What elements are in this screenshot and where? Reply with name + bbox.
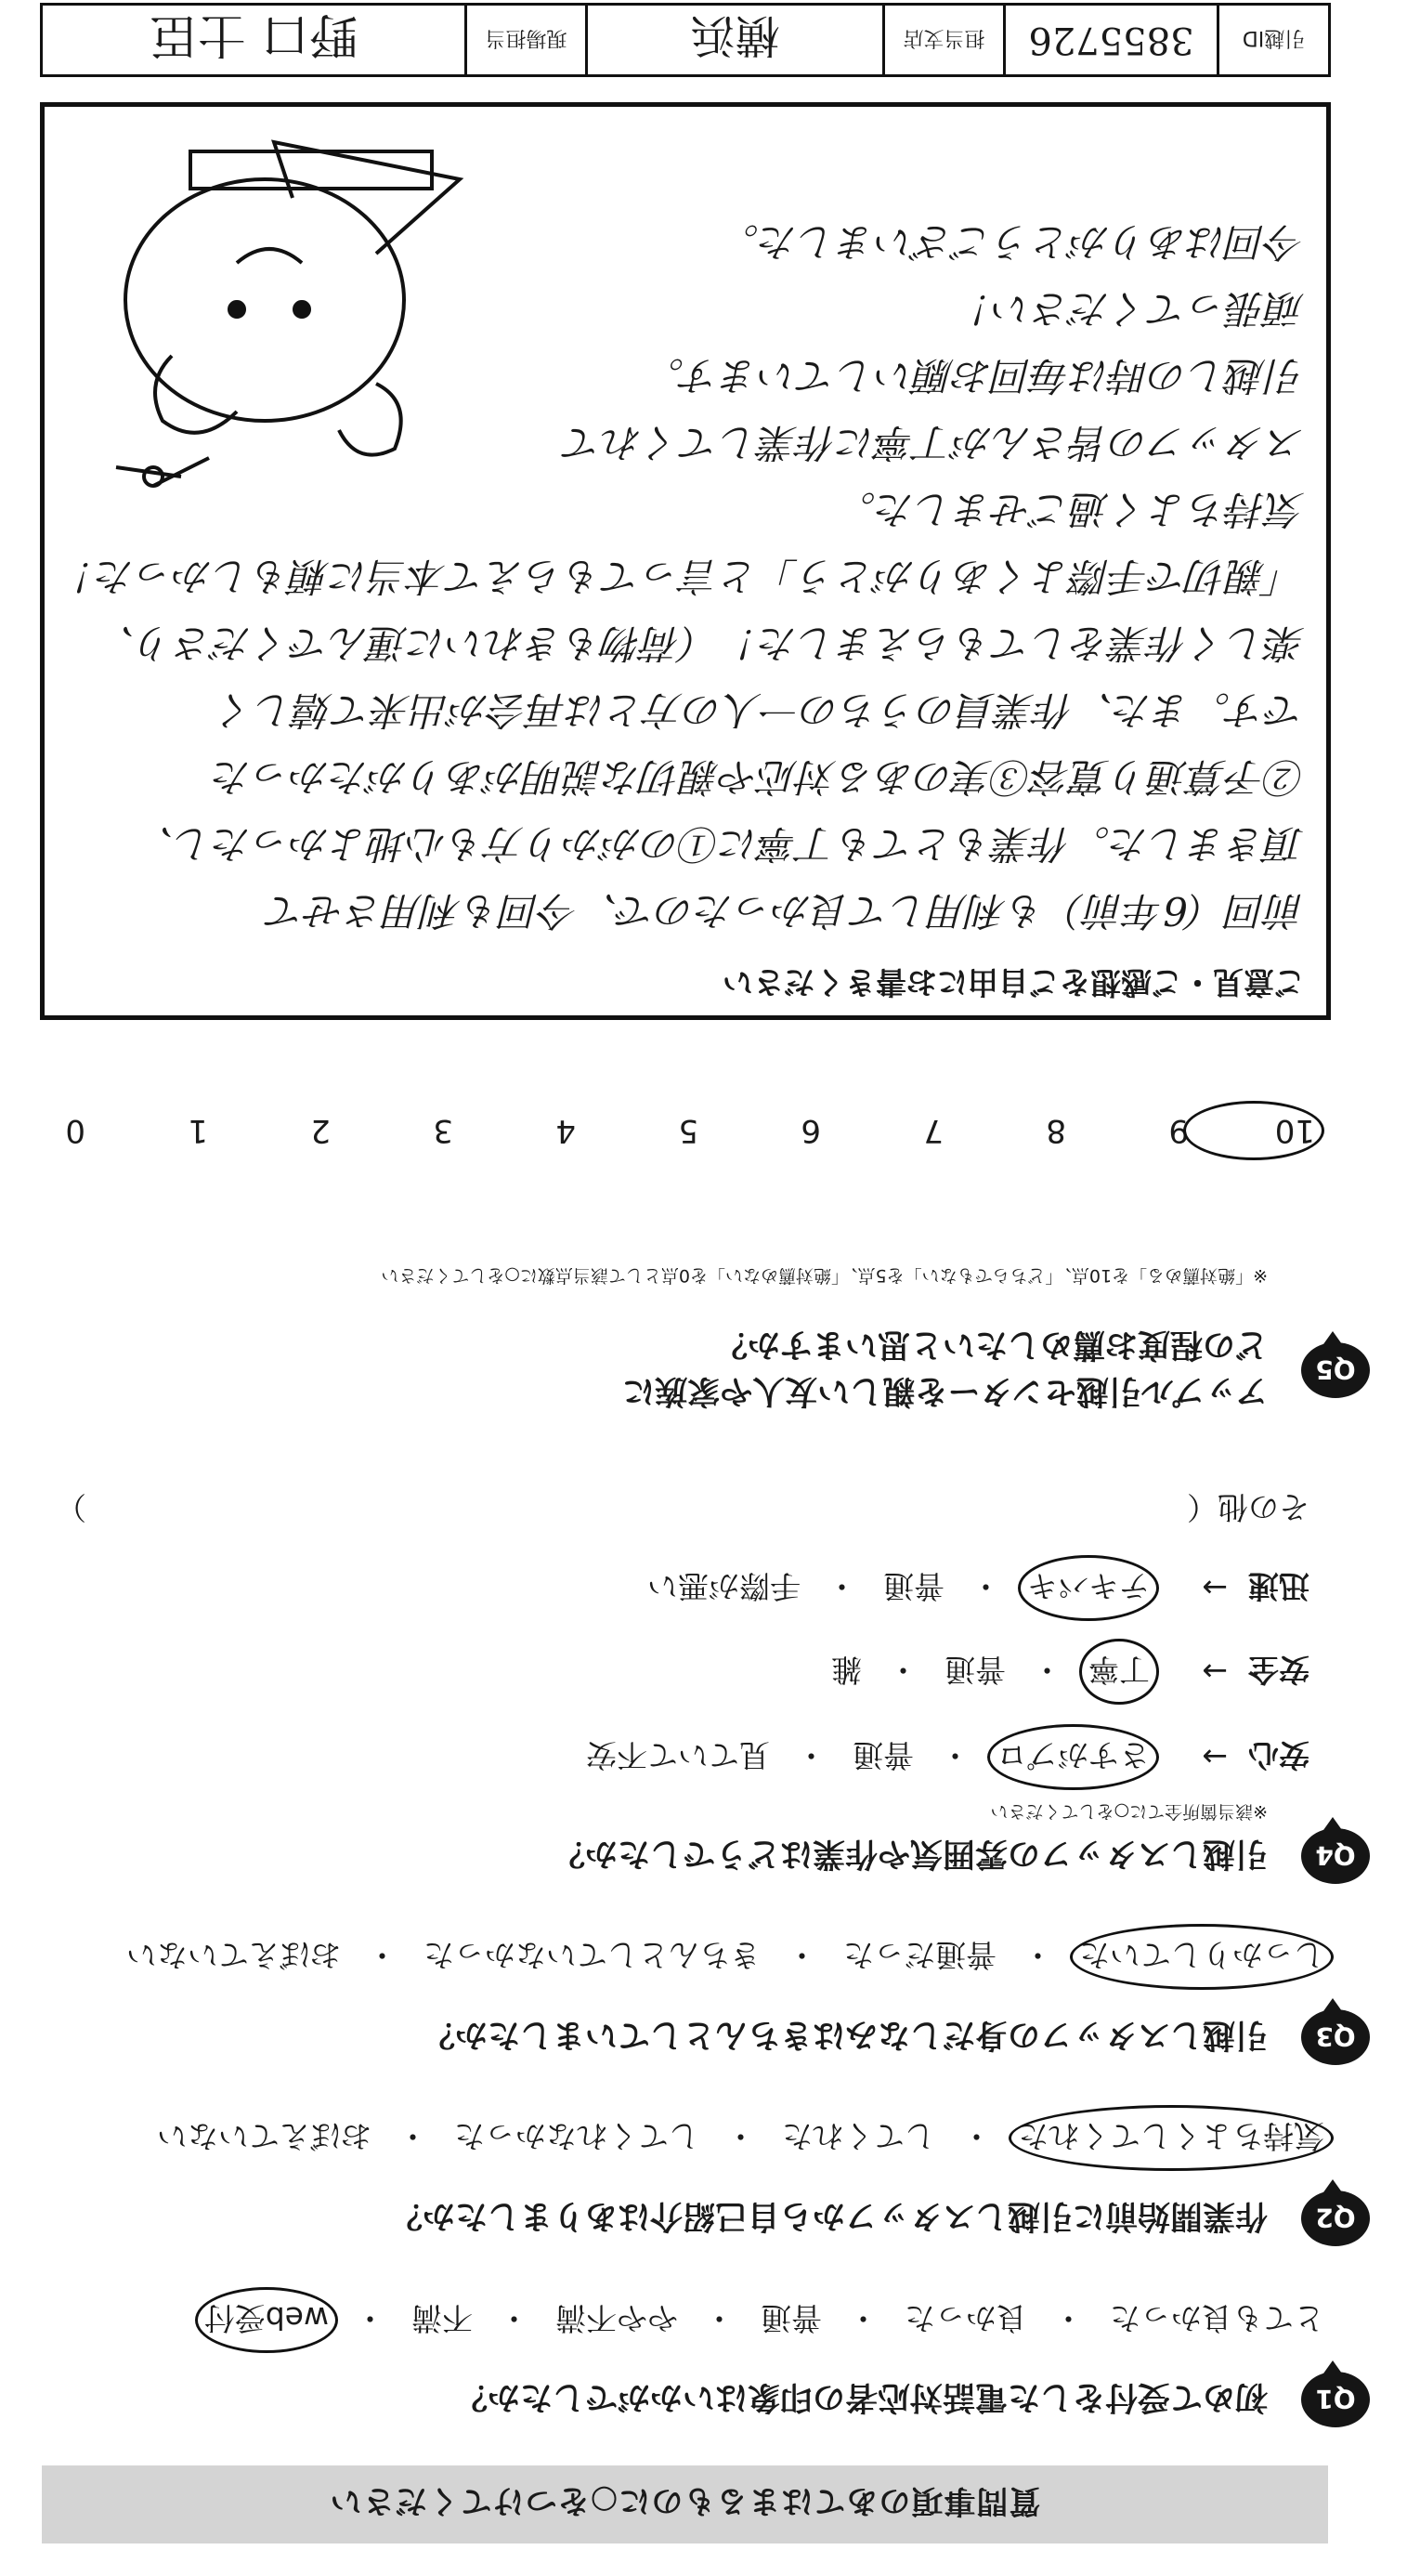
q1-options: とても良かった ・ 良かった ・ 普通 ・ やや不満 ・ 不満 ・ web受付 bbox=[201, 2298, 1328, 2342]
comment-line: 引越しの時は毎回お願いしています。 bbox=[645, 353, 1305, 399]
comment-line: 楽しく作業をしてもらえました！（荷物もきれいに運んでくださり、 bbox=[95, 621, 1305, 666]
q4-row-jinsoku: 迅速 → テキパキ ・ 普通 ・ 手際が悪い bbox=[644, 1566, 1309, 1610]
q1-option-3[interactable]: 普通 bbox=[761, 2300, 822, 2336]
q4-jinsoku-option-2[interactable]: 普通 bbox=[883, 1568, 945, 1604]
q1-question bbox=[454, 2376, 1356, 2423]
instruction-header: 質問事項のあてはまるものに○をつけてください bbox=[42, 2465, 1328, 2543]
q4-anshin-option-3[interactable]: 見ていて不安 bbox=[586, 1737, 770, 1773]
comment-line: 「親切で手際よくありがとう」と言ってもらえて本当に頼もしかった！ bbox=[56, 554, 1305, 599]
q2-option-4[interactable]: おぼえていない bbox=[157, 2118, 371, 2154]
q4-other bbox=[56, 1487, 1309, 1531]
q4-row-label: 安心 bbox=[1248, 1737, 1309, 1773]
comment-line: ②予算通り寛容③実のある対応や親切な説明がありがたかった bbox=[212, 754, 1305, 800]
arrow-icon: → bbox=[1202, 1739, 1228, 1775]
q3-badge: Q3 bbox=[1301, 2009, 1370, 2065]
q5-score-5[interactable]: 5 bbox=[678, 1112, 698, 1149]
q5-score-4[interactable]: 4 bbox=[555, 1112, 576, 1149]
q4-anshin-option-1[interactable]: さすがプロ bbox=[993, 1735, 1153, 1779]
q5-score-8[interactable]: 8 bbox=[1046, 1112, 1066, 1149]
q5-score-6[interactable]: 6 bbox=[801, 1112, 821, 1149]
id-value: 3855726 bbox=[1003, 6, 1217, 74]
q4-anzen-option-3[interactable]: 雑 bbox=[831, 1652, 862, 1688]
q4-question bbox=[552, 1833, 1356, 1879]
comment-line: 頂きました。作業もとても丁寧に①のがかり方も心地よかったし、 bbox=[134, 821, 1305, 867]
q4-other-close: ） bbox=[56, 1489, 86, 1525]
q5-note: ※「絶対薦める」を10点、「どちらでもない」を5点、「絶対薦めない」を0点として該当点数に○をしてください bbox=[381, 1265, 1268, 1286]
q5-score-0[interactable]: 0 bbox=[65, 1112, 85, 1149]
q3-options: しっかりしていた ・ 普通だった ・ きちんとしていなかった ・ おぼえていない bbox=[123, 1935, 1328, 1979]
q3-option-3[interactable]: きちんとしていなかった bbox=[423, 1937, 761, 1973]
comment-line: です。また、作業員のうちの一人の方とは再会が出来て嬉しく bbox=[215, 687, 1305, 733]
q5-score-1[interactable]: 1 bbox=[188, 1112, 208, 1149]
arrow-icon: → bbox=[1202, 1570, 1228, 1606]
q5-score-10[interactable]: 10 bbox=[1189, 1112, 1319, 1149]
q4-note: ※該当箇所全てに○をしてください bbox=[990, 1801, 1268, 1822]
q4-text: 引越しスタッフの雰囲気や作業はどうでしたか？ bbox=[552, 1835, 1268, 1872]
branch-value: 横浜 bbox=[585, 6, 882, 74]
staff-value: 野口 士臣 bbox=[149, 7, 358, 63]
comment-line: 前回（6年前）も利用して良かったので、今回も利用させて bbox=[267, 888, 1305, 934]
q1-option-2[interactable]: 良かった bbox=[905, 2300, 1027, 2336]
q2-badge: Q2 bbox=[1301, 2190, 1370, 2246]
q2-option-1[interactable]: 気持ちよくしてくれた bbox=[1014, 2116, 1328, 2160]
q4-anzen-option-1[interactable]: 丁寧 bbox=[1085, 1650, 1153, 1693]
q3-text: 引越しスタッフの身だしなみはきちんとしていましたか？ bbox=[422, 2016, 1268, 2053]
q5-scale bbox=[0, 1112, 1319, 1149]
q3-option-1[interactable]: しっかりしていた bbox=[1075, 1935, 1328, 1979]
q5-score-2[interactable]: 2 bbox=[310, 1112, 331, 1149]
comment-heading: ご意見・ご感想をご自由にお書きください bbox=[723, 964, 1305, 1000]
comment-line: スタッフの皆さんが丁寧に作業してくれて bbox=[563, 420, 1305, 465]
comment-line: 頑張ってください！ bbox=[953, 286, 1305, 332]
q1-badge: Q1 bbox=[1301, 2372, 1370, 2427]
q5-score-3[interactable]: 3 bbox=[433, 1112, 453, 1149]
q4-row-anzen: 安全 → 丁寧 ・ 普通 ・ 雑 bbox=[827, 1650, 1309, 1693]
q5-score-9[interactable]: 9 bbox=[1168, 1112, 1189, 1149]
q4-jinsoku-option-1[interactable]: テキパキ bbox=[1023, 1566, 1153, 1610]
footer-id-table bbox=[40, 3, 1331, 77]
q5-text-line1: アップル引越センターを親しい友人や家族に bbox=[622, 1372, 1268, 1409]
q4-other-label: その他（ bbox=[1187, 1489, 1309, 1525]
q3-option-4[interactable]: おぼえていない bbox=[126, 1937, 341, 1973]
q3-question bbox=[422, 2014, 1356, 2060]
q1-option-5[interactable]: 不満 bbox=[411, 2300, 473, 2336]
q5-text-line2: どの程度お薦めしたいと思いますか？ bbox=[714, 1326, 1268, 1363]
q2-option-3[interactable]: してくれなかった bbox=[454, 2118, 699, 2154]
q5-question bbox=[622, 1324, 1356, 1417]
q1-text: 初めて受付をした電話対応者の印象はいかがでしたか？ bbox=[454, 2378, 1268, 2415]
staff-label: 現場担当 bbox=[464, 6, 585, 74]
q5-score-7[interactable]: 7 bbox=[923, 1112, 944, 1149]
q2-question bbox=[389, 2195, 1356, 2242]
q4-row-anshin: 安心 → さすがプロ ・ 普通 ・ 見ていて不安 bbox=[582, 1735, 1309, 1779]
q2-option-2[interactable]: してくれた bbox=[782, 2118, 935, 2154]
comment-line: 気持ちよく過ごせました。 bbox=[836, 487, 1305, 532]
q4-jinsoku-option-3[interactable]: 手際が悪い bbox=[647, 1568, 801, 1604]
q4-row-label: 迅速 bbox=[1248, 1568, 1309, 1604]
branch-label: 担当支店 bbox=[882, 6, 1003, 74]
arrow-icon: → bbox=[1202, 1654, 1228, 1690]
q4-row-label: 安全 bbox=[1248, 1652, 1309, 1688]
comment-line: 今回はありがとうございました。 bbox=[719, 219, 1305, 265]
q4-badge: Q4 bbox=[1301, 1828, 1370, 1884]
q1-option-6[interactable]: web受付 bbox=[201, 2298, 332, 2342]
id-label: 引越ID bbox=[1217, 6, 1328, 74]
q1-option-1[interactable]: とても良かった bbox=[1110, 2300, 1324, 2336]
q2-options: 気持ちよくしてくれた ・ してくれた ・ してくれなかった ・ おぼえていない bbox=[153, 2116, 1328, 2160]
q4-anshin-option-2[interactable]: 普通 bbox=[853, 1737, 914, 1773]
q4-anzen-option-2[interactable]: 普通 bbox=[945, 1652, 1006, 1688]
q1-option-4[interactable]: やや不満 bbox=[555, 2300, 678, 2336]
q2-text: 作業開始前に引越しスタッフから自己紹介はありましたか？ bbox=[389, 2197, 1268, 2234]
q5-badge: Q5 bbox=[1301, 1342, 1370, 1398]
chef-doodle bbox=[79, 114, 515, 495]
q3-option-2[interactable]: 普通だった bbox=[843, 1937, 997, 1973]
